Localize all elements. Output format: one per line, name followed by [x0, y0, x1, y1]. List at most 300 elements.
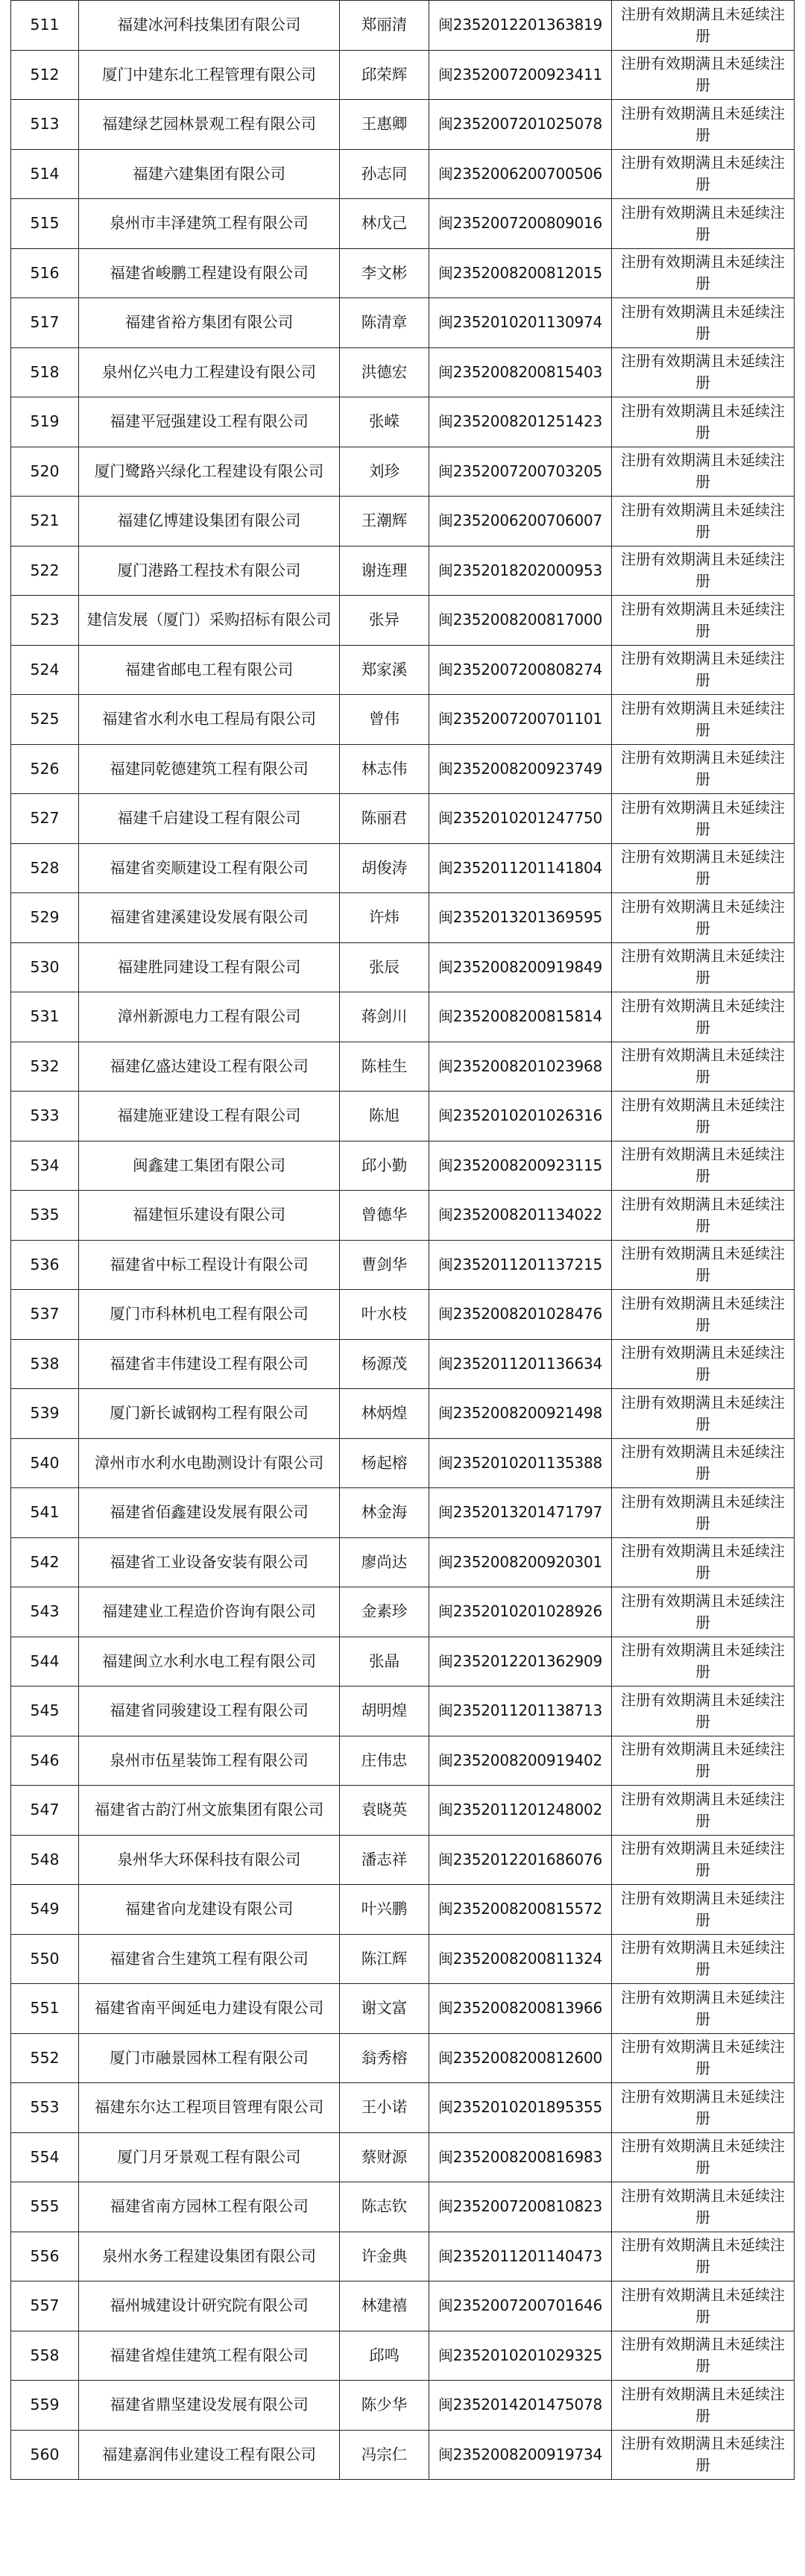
row-number-cell: 554: [11, 2132, 79, 2182]
person-name-cell: 叶兴鹏: [340, 1885, 429, 1935]
row-number-cell: 551: [11, 1984, 79, 2034]
certificate-number-cell: 闽2352012201363819: [429, 1, 612, 51]
company-name-cell: 福建平冠强建设工程有限公司: [79, 397, 340, 447]
person-name-cell: 陈桂生: [340, 1042, 429, 1092]
person-name-cell: 郑丽清: [340, 1, 429, 51]
table-row: [11, 1885, 795, 1935]
company-name-cell: 福建恒乐建设有限公司: [79, 1191, 340, 1241]
status-cell: 注册有效期满且未延续注册: [612, 695, 795, 745]
status-cell: 注册有效期满且未延续注册: [612, 942, 795, 992]
table-row: [11, 942, 795, 992]
status-cell: 注册有效期满且未延续注册: [612, 447, 795, 497]
certificate-number-cell: 闽2352010201895355: [429, 2083, 612, 2133]
row-number-cell: 535: [11, 1191, 79, 1241]
status-cell: 注册有效期满且未延续注册: [612, 2331, 795, 2381]
table-row: [11, 1984, 795, 2034]
certificate-number-cell: 闽2352010201247750: [429, 794, 612, 844]
table-row: [11, 1042, 795, 1092]
row-number-cell: 541: [11, 1488, 79, 1538]
certificate-number-cell: 闽2352008200923749: [429, 744, 612, 794]
status-cell: 注册有效期满且未延续注册: [612, 1786, 795, 1836]
person-name-cell: 金素珍: [340, 1587, 429, 1637]
person-name-cell: 陈清章: [340, 298, 429, 348]
certificate-number-cell: 闽2352008200815814: [429, 992, 612, 1042]
company-name-cell: 漳州新源电力工程有限公司: [79, 992, 340, 1042]
status-cell: 注册有效期满且未延续注册: [612, 546, 795, 596]
status-cell: 注册有效期满且未延续注册: [612, 2132, 795, 2182]
company-name-cell: 漳州市水利水电勘测设计有限公司: [79, 1438, 340, 1488]
certificate-number-cell: 闽2352007200810823: [429, 2182, 612, 2232]
table-row: [11, 2182, 795, 2232]
status-cell: 注册有效期满且未延续注册: [612, 1736, 795, 1786]
table-row: [11, 2232, 795, 2281]
certificate-number-cell: 闽2352006200706007: [429, 497, 612, 547]
company-name-cell: 泉州市丰泽建筑工程有限公司: [79, 199, 340, 249]
table-row: [11, 2381, 795, 2431]
status-cell: 注册有效期满且未延续注册: [612, 794, 795, 844]
row-number-cell: 536: [11, 1240, 79, 1290]
row-number-cell: 525: [11, 695, 79, 745]
person-name-cell: 张晶: [340, 1637, 429, 1687]
company-name-cell: 福州城建设计研究院有限公司: [79, 2281, 340, 2331]
certificate-number-cell: 闽2352008201028476: [429, 1290, 612, 1340]
row-number-cell: 529: [11, 893, 79, 943]
certificate-number-cell: 闽2352008200920301: [429, 1537, 612, 1587]
company-name-cell: 泉州市伍星装饰工程有限公司: [79, 1736, 340, 1786]
row-number-cell: 534: [11, 1141, 79, 1191]
company-name-cell: 福建省水利水电工程局有限公司: [79, 695, 340, 745]
table-row: [11, 1389, 795, 1439]
table-row: [11, 2430, 795, 2480]
company-name-cell: 泉州亿兴电力工程建设有限公司: [79, 347, 340, 397]
row-number-cell: 518: [11, 347, 79, 397]
company-name-cell: 福建省向龙建设有限公司: [79, 1885, 340, 1935]
row-number-cell: 528: [11, 843, 79, 893]
row-number-cell: 558: [11, 2331, 79, 2381]
person-name-cell: 冯宗仁: [340, 2430, 429, 2480]
table-row: [11, 347, 795, 397]
status-cell: 注册有效期满且未延续注册: [612, 199, 795, 249]
row-number-cell: 538: [11, 1339, 79, 1389]
row-number-cell: 543: [11, 1587, 79, 1637]
status-cell: 注册有效期满且未延续注册: [612, 248, 795, 298]
person-name-cell: 林建禧: [340, 2281, 429, 2331]
row-number-cell: 523: [11, 596, 79, 646]
table-row: [11, 447, 795, 497]
status-cell: 注册有效期满且未延续注册: [612, 1290, 795, 1340]
row-number-cell: 531: [11, 992, 79, 1042]
table-row: [11, 1438, 795, 1488]
status-cell: 注册有效期满且未延续注册: [612, 1438, 795, 1488]
company-name-cell: 福建绿艺园林景观工程有限公司: [79, 100, 340, 150]
company-name-cell: 泉州华大环保科技有限公司: [79, 1835, 340, 1885]
table-row: [11, 992, 795, 1042]
person-name-cell: 邱小勤: [340, 1141, 429, 1191]
row-number-cell: 517: [11, 298, 79, 348]
person-name-cell: 张辰: [340, 942, 429, 992]
row-number-cell: 514: [11, 149, 79, 199]
company-name-cell: 福建省中标工程设计有限公司: [79, 1240, 340, 1290]
company-name-cell: 福建省建溪建设发展有限公司: [79, 893, 340, 943]
certificate-number-cell: 闽2352007200808274: [429, 645, 612, 695]
certificate-number-cell: 闽2352007200703205: [429, 447, 612, 497]
company-name-cell: 福建省邮电工程有限公司: [79, 645, 340, 695]
registration-table: [10, 0, 795, 2480]
row-number-cell: 542: [11, 1537, 79, 1587]
company-name-cell: 福建千启建设工程有限公司: [79, 794, 340, 844]
status-cell: 注册有效期满且未延续注册: [612, 100, 795, 150]
company-name-cell: 厦门市科林机电工程有限公司: [79, 1290, 340, 1340]
person-name-cell: 李文彬: [340, 248, 429, 298]
person-name-cell: 王小诺: [340, 2083, 429, 2133]
table-row: [11, 199, 795, 249]
company-name-cell: 福建省鼎坚建设发展有限公司: [79, 2381, 340, 2431]
person-name-cell: 袁晓英: [340, 1786, 429, 1836]
row-number-cell: 512: [11, 50, 79, 100]
person-name-cell: 谢连理: [340, 546, 429, 596]
person-name-cell: 杨源茂: [340, 1339, 429, 1389]
status-cell: 注册有效期满且未延续注册: [612, 645, 795, 695]
certificate-number-cell: 闽2352008200813966: [429, 1984, 612, 2034]
certificate-number-cell: 闽2352008201134022: [429, 1191, 612, 1241]
person-name-cell: 王惠卿: [340, 100, 429, 150]
row-number-cell: 522: [11, 546, 79, 596]
company-name-cell: 福建省裕方集团有限公司: [79, 298, 340, 348]
person-name-cell: 曾伟: [340, 695, 429, 745]
row-number-cell: 559: [11, 2381, 79, 2431]
status-cell: 注册有效期满且未延续注册: [612, 1885, 795, 1935]
person-name-cell: 张嵘: [340, 397, 429, 447]
certificate-number-cell: 闽2352012201686076: [429, 1835, 612, 1885]
status-cell: 注册有效期满且未延续注册: [612, 2281, 795, 2331]
company-name-cell: 福建闽立水利水电工程有限公司: [79, 1637, 340, 1687]
person-name-cell: 林金海: [340, 1488, 429, 1538]
certificate-number-cell: 闽2352010201130974: [429, 298, 612, 348]
status-cell: 注册有效期满且未延续注册: [612, 149, 795, 199]
table-row: [11, 248, 795, 298]
status-cell: 注册有效期满且未延续注册: [612, 744, 795, 794]
person-name-cell: 胡明煌: [340, 1687, 429, 1736]
table-row: [11, 1537, 795, 1587]
person-name-cell: 叶水枝: [340, 1290, 429, 1340]
person-name-cell: 曾德华: [340, 1191, 429, 1241]
status-cell: 注册有效期满且未延续注册: [612, 298, 795, 348]
certificate-number-cell: 闽2352008200923115: [429, 1141, 612, 1191]
row-number-cell: 545: [11, 1687, 79, 1736]
table-row: [11, 744, 795, 794]
person-name-cell: 孙志同: [340, 149, 429, 199]
person-name-cell: 陈志钦: [340, 2182, 429, 2232]
table-row: [11, 1, 795, 51]
status-cell: 注册有效期满且未延续注册: [612, 2182, 795, 2232]
status-cell: 注册有效期满且未延续注册: [612, 1339, 795, 1389]
status-cell: 注册有效期满且未延续注册: [612, 1092, 795, 1141]
certificate-number-cell: 闽2352007200809016: [429, 199, 612, 249]
certificate-number-cell: 闽2352008200815403: [429, 347, 612, 397]
company-name-cell: 厦门鹭路兴绿化工程建设有限公司: [79, 447, 340, 497]
person-name-cell: 陈江辉: [340, 1934, 429, 1984]
table-row: [11, 1637, 795, 1687]
certificate-number-cell: 闽2352010201026316: [429, 1092, 612, 1141]
person-name-cell: 许炜: [340, 893, 429, 943]
company-name-cell: 泉州水务工程建设集团有限公司: [79, 2232, 340, 2281]
person-name-cell: 廖尚达: [340, 1537, 429, 1587]
person-name-cell: 潘志祥: [340, 1835, 429, 1885]
table-row: [11, 1934, 795, 1984]
company-name-cell: 福建省峻鹏工程建设有限公司: [79, 248, 340, 298]
certificate-number-cell: 闽2352008200921498: [429, 1389, 612, 1439]
status-cell: 注册有效期满且未延续注册: [612, 2033, 795, 2083]
table-body: [11, 1, 795, 2480]
table-row: [11, 893, 795, 943]
company-name-cell: 福建冰河科技集团有限公司: [79, 1, 340, 51]
table-row: [11, 100, 795, 150]
certificate-number-cell: 闽2352007200701101: [429, 695, 612, 745]
table-row: [11, 1687, 795, 1736]
person-name-cell: 刘珍: [340, 447, 429, 497]
status-cell: 注册有效期满且未延续注册: [612, 1191, 795, 1241]
person-name-cell: 张异: [340, 596, 429, 646]
person-name-cell: 谢文富: [340, 1984, 429, 2034]
table-row: [11, 2033, 795, 2083]
certificate-number-cell: 闽2352007200701646: [429, 2281, 612, 2331]
company-name-cell: 福建省煌佳建筑工程有限公司: [79, 2331, 340, 2381]
row-number-cell: 521: [11, 497, 79, 547]
table-row: [11, 1835, 795, 1885]
person-name-cell: 胡俊涛: [340, 843, 429, 893]
status-cell: 注册有效期满且未延续注册: [612, 1389, 795, 1439]
certificate-number-cell: 闽2352011201141804: [429, 843, 612, 893]
status-cell: 注册有效期满且未延续注册: [612, 397, 795, 447]
certificate-number-cell: 闽2352008200815572: [429, 1885, 612, 1935]
table-row: [11, 2083, 795, 2133]
row-number-cell: 519: [11, 397, 79, 447]
company-name-cell: 厦门中建东北工程管理有限公司: [79, 50, 340, 100]
table-row: [11, 596, 795, 646]
status-cell: 注册有效期满且未延续注册: [612, 50, 795, 100]
company-name-cell: 福建省南方园林工程有限公司: [79, 2182, 340, 2232]
row-number-cell: 537: [11, 1290, 79, 1340]
row-number-cell: 552: [11, 2033, 79, 2083]
table-row: [11, 1786, 795, 1836]
table-row: [11, 497, 795, 547]
table-row: [11, 695, 795, 745]
company-name-cell: 福建东尔达工程项目管理有限公司: [79, 2083, 340, 2133]
person-name-cell: 洪德宏: [340, 347, 429, 397]
certificate-number-cell: 闽2352010201029325: [429, 2331, 612, 2381]
person-name-cell: 陈少华: [340, 2381, 429, 2431]
status-cell: 注册有效期满且未延续注册: [612, 1042, 795, 1092]
row-number-cell: 532: [11, 1042, 79, 1092]
table-row: [11, 149, 795, 199]
status-cell: 注册有效期满且未延续注册: [612, 596, 795, 646]
row-number-cell: 546: [11, 1736, 79, 1786]
person-name-cell: 杨起榕: [340, 1438, 429, 1488]
person-name-cell: 蒋剑川: [340, 992, 429, 1042]
company-name-cell: 福建建业工程造价咨询有限公司: [79, 1587, 340, 1637]
company-name-cell: 闽鑫建工集团有限公司: [79, 1141, 340, 1191]
certificate-number-cell: 闽2352008200812600: [429, 2033, 612, 2083]
person-name-cell: 陈旭: [340, 1092, 429, 1141]
row-number-cell: 511: [11, 1, 79, 51]
company-name-cell: 福建亿博建设集团有限公司: [79, 497, 340, 547]
certificate-number-cell: 闽2352007200923411: [429, 50, 612, 100]
certificate-number-cell: 闽2352011201138713: [429, 1687, 612, 1736]
certificate-number-cell: 闽2352008200817000: [429, 596, 612, 646]
status-cell: 注册有效期满且未延续注册: [612, 1141, 795, 1191]
certificate-number-cell: 闽2352011201140473: [429, 2232, 612, 2281]
certificate-number-cell: 闽2352008200919734: [429, 2430, 612, 2480]
table-row: [11, 298, 795, 348]
status-cell: 注册有效期满且未延续注册: [612, 2381, 795, 2431]
status-cell: 注册有效期满且未延续注册: [612, 2083, 795, 2133]
table-row: [11, 546, 795, 596]
company-name-cell: 福建同乾德建筑工程有限公司: [79, 744, 340, 794]
row-number-cell: 557: [11, 2281, 79, 2331]
person-name-cell: 陈丽君: [340, 794, 429, 844]
company-name-cell: 福建省同骏建设工程有限公司: [79, 1687, 340, 1736]
company-name-cell: 福建六建集团有限公司: [79, 149, 340, 199]
certificate-number-cell: 闽2352008200919849: [429, 942, 612, 992]
table-row: [11, 1488, 795, 1538]
row-number-cell: 556: [11, 2232, 79, 2281]
table-row: [11, 397, 795, 447]
company-name-cell: 厦门月牙景观工程有限公司: [79, 2132, 340, 2182]
certificate-number-cell: 闽2352006200700506: [429, 149, 612, 199]
row-number-cell: 527: [11, 794, 79, 844]
company-name-cell: 福建嘉润伟业建设工程有限公司: [79, 2430, 340, 2480]
company-name-cell: 福建胜同建设工程有限公司: [79, 942, 340, 992]
status-cell: 注册有效期满且未延续注册: [612, 1835, 795, 1885]
person-name-cell: 庄伟忠: [340, 1736, 429, 1786]
certificate-number-cell: 闽2352008201251423: [429, 397, 612, 447]
certificate-number-cell: 闽2352010201135388: [429, 1438, 612, 1488]
certificate-number-cell: 闽2352008200816983: [429, 2132, 612, 2182]
certificate-number-cell: 闽2352011201248002: [429, 1786, 612, 1836]
table-row: [11, 1736, 795, 1786]
company-name-cell: 建信发展（厦门）采购招标有限公司: [79, 596, 340, 646]
certificate-number-cell: 闽2352008201023968: [429, 1042, 612, 1092]
row-number-cell: 549: [11, 1885, 79, 1935]
table-row: [11, 1290, 795, 1340]
row-number-cell: 516: [11, 248, 79, 298]
table-row: [11, 1339, 795, 1389]
status-cell: 注册有效期满且未延续注册: [612, 893, 795, 943]
certificate-number-cell: 闽2352018202000953: [429, 546, 612, 596]
person-name-cell: 林戊己: [340, 199, 429, 249]
status-cell: 注册有效期满且未延续注册: [612, 843, 795, 893]
certificate-number-cell: 闽2352013201369595: [429, 893, 612, 943]
row-number-cell: 539: [11, 1389, 79, 1439]
table-row: [11, 645, 795, 695]
company-name-cell: 福建省丰伟建设工程有限公司: [79, 1339, 340, 1389]
row-number-cell: 550: [11, 1934, 79, 1984]
company-name-cell: 福建施亚建设工程有限公司: [79, 1092, 340, 1141]
company-name-cell: 厦门市融景园林工程有限公司: [79, 2033, 340, 2083]
company-name-cell: 福建省佰鑫建设发展有限公司: [79, 1488, 340, 1538]
person-name-cell: 郑家溪: [340, 645, 429, 695]
person-name-cell: 邱鸣: [340, 2331, 429, 2381]
status-cell: 注册有效期满且未延续注册: [612, 2430, 795, 2480]
company-name-cell: 福建省古韵汀州文旅集团有限公司: [79, 1786, 340, 1836]
table-row: [11, 2281, 795, 2331]
person-name-cell: 林炳煌: [340, 1389, 429, 1439]
table-row: [11, 1240, 795, 1290]
person-name-cell: 蔡财源: [340, 2132, 429, 2182]
row-number-cell: 540: [11, 1438, 79, 1488]
person-name-cell: 邱荣辉: [340, 50, 429, 100]
certificate-number-cell: 闽2352013201471797: [429, 1488, 612, 1538]
certificate-number-cell: 闽2352011201137215: [429, 1240, 612, 1290]
status-cell: 注册有效期满且未延续注册: [612, 1488, 795, 1538]
status-cell: 注册有效期满且未延续注册: [612, 1687, 795, 1736]
status-cell: 注册有效期满且未延续注册: [612, 1537, 795, 1587]
row-number-cell: 555: [11, 2182, 79, 2232]
status-cell: 注册有效期满且未延续注册: [612, 1240, 795, 1290]
row-number-cell: 544: [11, 1637, 79, 1687]
table-row: [11, 2132, 795, 2182]
row-number-cell: 515: [11, 199, 79, 249]
row-number-cell: 526: [11, 744, 79, 794]
person-name-cell: 曹剑华: [340, 1240, 429, 1290]
table-row: [11, 794, 795, 844]
row-number-cell: 513: [11, 100, 79, 150]
person-name-cell: 翁秀榕: [340, 2033, 429, 2083]
person-name-cell: 林志伟: [340, 744, 429, 794]
company-name-cell: 厦门新长诚钢构工程有限公司: [79, 1389, 340, 1439]
certificate-number-cell: 闽2352014201475078: [429, 2381, 612, 2431]
person-name-cell: 许金典: [340, 2232, 429, 2281]
table-row: [11, 1587, 795, 1637]
company-name-cell: 福建省合生建筑工程有限公司: [79, 1934, 340, 1984]
company-name-cell: 福建亿盛达建设工程有限公司: [79, 1042, 340, 1092]
certificate-number-cell: 闽2352008200919402: [429, 1736, 612, 1786]
company-name-cell: 福建省奕顺建设工程有限公司: [79, 843, 340, 893]
table-row: [11, 1191, 795, 1241]
status-cell: 注册有效期满且未延续注册: [612, 1984, 795, 2034]
table-row: [11, 2331, 795, 2381]
company-name-cell: 福建省工业设备安装有限公司: [79, 1537, 340, 1587]
table-row: [11, 1092, 795, 1141]
person-name-cell: 王潮辉: [340, 497, 429, 547]
row-number-cell: 553: [11, 2083, 79, 2133]
status-cell: 注册有效期满且未延续注册: [612, 2232, 795, 2281]
status-cell: 注册有效期满且未延续注册: [612, 497, 795, 547]
status-cell: 注册有效期满且未延续注册: [612, 1587, 795, 1637]
row-number-cell: 560: [11, 2430, 79, 2480]
table-row: [11, 1141, 795, 1191]
certificate-number-cell: 闽2352008200812015: [429, 248, 612, 298]
status-cell: 注册有效期满且未延续注册: [612, 347, 795, 397]
status-cell: 注册有效期满且未延续注册: [612, 1637, 795, 1687]
certificate-number-cell: 闽2352011201136634: [429, 1339, 612, 1389]
table-row: [11, 50, 795, 100]
table-row: [11, 843, 795, 893]
row-number-cell: 533: [11, 1092, 79, 1141]
company-name-cell: 厦门港路工程技术有限公司: [79, 546, 340, 596]
status-cell: 注册有效期满且未延续注册: [612, 1934, 795, 1984]
certificate-number-cell: 闽2352007201025078: [429, 100, 612, 150]
company-name-cell: 福建省南平闽延电力建设有限公司: [79, 1984, 340, 2034]
row-number-cell: 547: [11, 1786, 79, 1836]
row-number-cell: 548: [11, 1835, 79, 1885]
certificate-number-cell: 闽2352010201028926: [429, 1587, 612, 1637]
status-cell: 注册有效期满且未延续注册: [612, 992, 795, 1042]
row-number-cell: 524: [11, 645, 79, 695]
certificate-number-cell: 闽2352008200811324: [429, 1934, 612, 1984]
status-cell: 注册有效期满且未延续注册: [612, 1, 795, 51]
row-number-cell: 520: [11, 447, 79, 497]
